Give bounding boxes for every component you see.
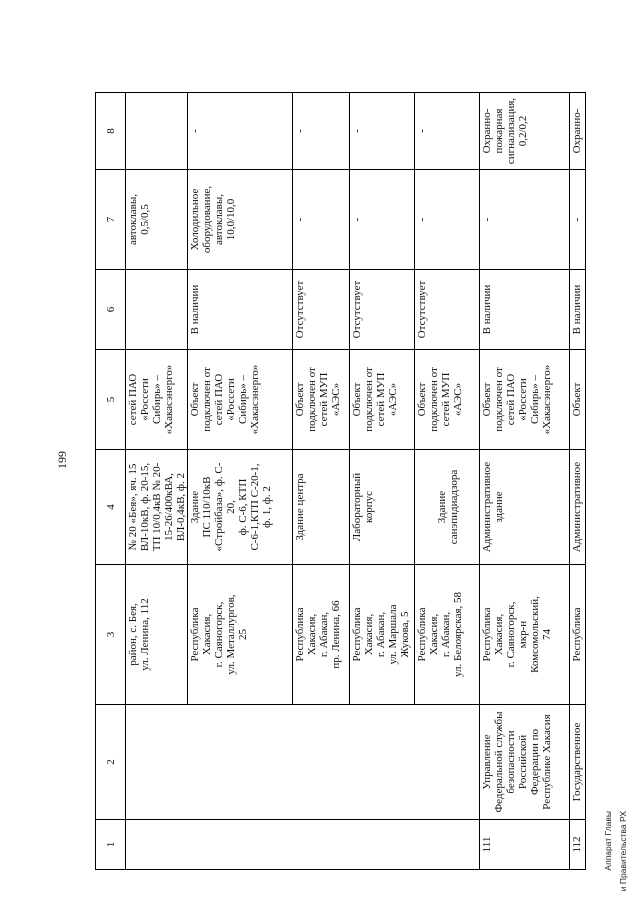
header-cell-7: 7 xyxy=(96,170,126,270)
cell-power-source: Объект подключен от сетей ПАО «Россети Сибирь» – «Хакасэнерго» xyxy=(480,350,570,450)
cell-equipment: - xyxy=(293,170,350,270)
cell-address: Республика Хакасия, г. Абакан, ул. Белоярская, 58 xyxy=(415,565,480,705)
header-cell-5: 5 xyxy=(96,350,126,450)
cell-power-source: сетей ПАО «Россети Сибирь» – «Хакасэнерго» xyxy=(126,350,188,450)
header-cell-3: 3 xyxy=(96,565,126,705)
cell-address: Республика Хакасия, г. Саяногорск, мкр-н Комсомольский, 74 xyxy=(480,565,570,705)
page-number: 199 xyxy=(55,451,69,469)
cell-row-number: 111 xyxy=(480,820,570,870)
header-cell-1: 1 xyxy=(96,820,126,870)
cell-object: Административное здание xyxy=(480,450,570,565)
cell-address: Республика Хакасия, г. Абакан, ул. Маршала Жукова, 5 xyxy=(350,565,415,705)
cell-security: Охранно- пожарная сигнализация, 0,2/0,2 xyxy=(480,93,570,170)
table-header-row xyxy=(96,93,126,870)
cell-equipment: - xyxy=(350,170,415,270)
stamp-line-2: и Правительства РХ xyxy=(618,811,628,892)
cell-equipment: - xyxy=(570,170,586,270)
cell-security: - xyxy=(293,93,350,170)
cell-power-source: Объект xyxy=(570,350,586,450)
header-cell-6: 6 xyxy=(96,270,126,350)
cell-backup-power: В наличии xyxy=(570,270,586,350)
cell-object: Здание центра xyxy=(293,450,350,565)
cell-row-number: 112 xyxy=(570,820,586,870)
table-row xyxy=(570,93,586,870)
cell-address: Республика Хакасия, г. Абакан, пр. Ленина, 66 xyxy=(293,565,350,705)
cell-equipment: - xyxy=(480,170,570,270)
cell-object: Здание ПС 110/10кВ «Стройбаза», ф. С- 20, ф. С-6, КТП С-6-1,КТП С-20-1, ф. 1, ф. 2 xyxy=(188,450,293,565)
cell-backup-power: Отсутствует xyxy=(350,270,415,350)
cell-organization xyxy=(126,705,480,820)
cell-security xyxy=(126,93,188,170)
cell-backup-power: Отсутствует xyxy=(293,270,350,350)
cell-backup-power xyxy=(126,270,188,350)
cell-security: - xyxy=(415,93,480,170)
cell-object: Лабораторный корпус xyxy=(350,450,415,565)
cell-power-source: Объект подключен от сетей МУП «АЭС» xyxy=(293,350,350,450)
cell-equipment: - xyxy=(415,170,480,270)
cell-equipment: Холодильное оборудование, автоклавы, 10,0/10,0 xyxy=(188,170,293,270)
cell-power-source: Объект подключен от сетей МУП «АЭС» xyxy=(350,350,415,450)
office-stamp xyxy=(601,811,631,903)
cell-backup-power: Отсутствует xyxy=(415,270,480,350)
cell-address: Республика Хакасия, г. Саяногорск, ул. Металлургов, 25 xyxy=(188,565,293,705)
cell-object: Здание санэпидиадзора xyxy=(415,450,480,565)
cell-backup-power: В наличии xyxy=(480,270,570,350)
cell-object: Административное xyxy=(570,450,586,565)
data-table xyxy=(95,92,586,870)
cell-address: район, с. Бея, ул. Ленина, 112 xyxy=(126,565,188,705)
table-row xyxy=(126,93,188,870)
cell-row-number xyxy=(126,820,480,870)
header-cell-8: 8 xyxy=(96,93,126,170)
header-cell-2: 2 xyxy=(96,705,126,820)
stamp-line-1: Аппарат Главы xyxy=(603,811,613,871)
cell-organization: Управление Федеральной службы безопасности Российской Федерации по Республике Хакасия xyxy=(480,705,570,820)
header-cell-4: 4 xyxy=(96,450,126,565)
cell-power-source: Объект подключен от сетей МУП «АЭС» xyxy=(415,350,480,450)
cell-equipment: автоклавы, 0,5/0,5 xyxy=(126,170,188,270)
cell-address: Республика xyxy=(570,565,586,705)
cell-security: - xyxy=(188,93,293,170)
cell-security: - xyxy=(350,93,415,170)
table-row xyxy=(480,93,570,870)
cell-backup-power: В наличии xyxy=(188,270,293,350)
cell-power-source: Объект подключен от сетей ПАО «Россети Сибирь» – «Хакасэнерго» xyxy=(188,350,293,450)
cell-security: Охранно- xyxy=(570,93,586,170)
cell-object: № 20 «Бея», яч. 15 ВЛ-10кВ, ф. 20-15, ТП 10/0,4кВ № 20- 15-26/400кВА, ВЛ-0,4кВ, ф. 2 xyxy=(126,450,188,565)
cell-organization: Государственное xyxy=(570,705,586,820)
